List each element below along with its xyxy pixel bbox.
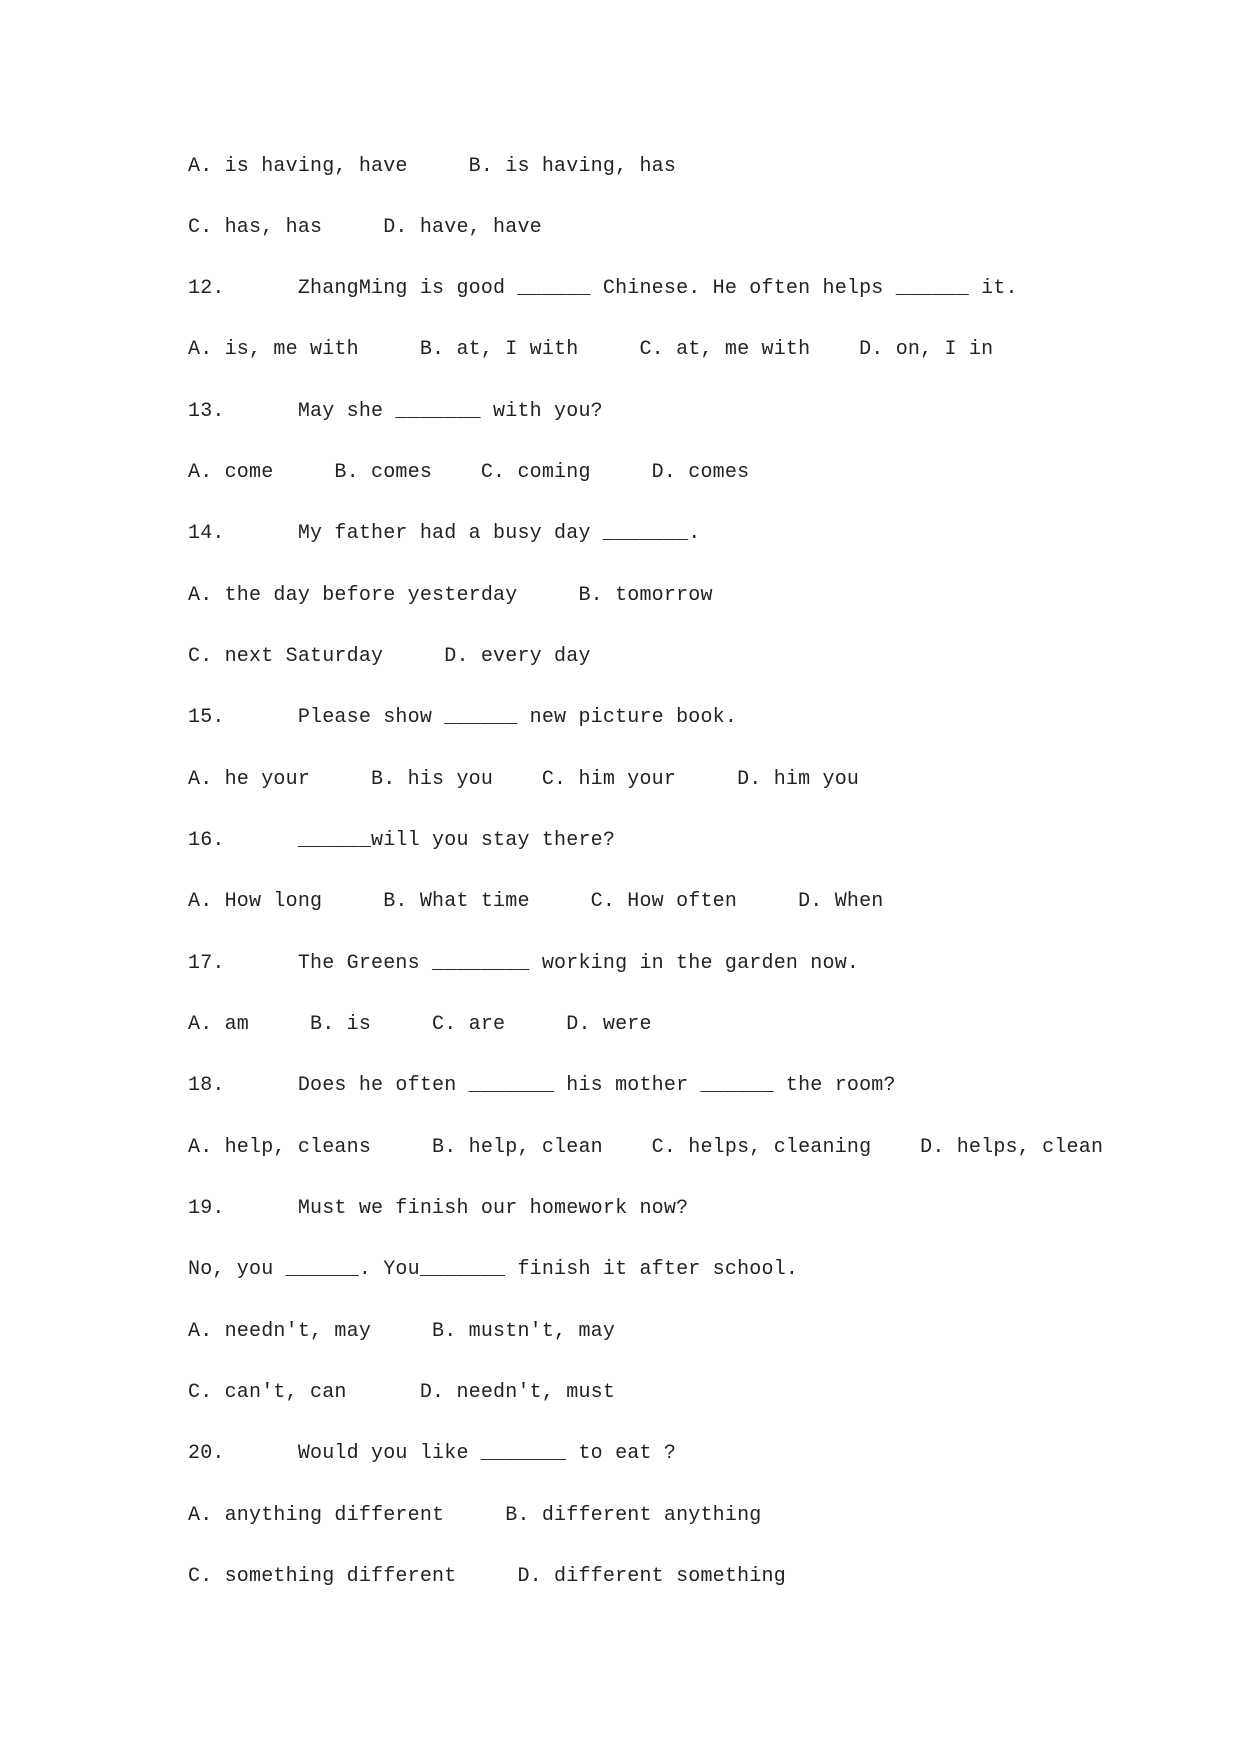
q14-options-cd: C. next Saturday D. every day [188,645,591,668]
q12-question: 12. ZhangMing is good ______ Chinese. He often helps ______ it. [188,277,1018,300]
q19-question: 19. Must we finish our homework now? [188,1197,689,1220]
q19-options-ab: A. needn't, may B. mustn't, may [188,1320,616,1343]
q19-options-cd: C. can't, can D. needn't, must [188,1381,616,1404]
q14-question: 14. My father had a busy day _______. [188,522,701,545]
q20-options-ab: A. anything different B. different anything [188,1504,762,1527]
q20-question: 20. Would you like _______ to eat ? [188,1442,677,1465]
q16-question: 16. ______will you stay there? [188,829,616,852]
q18-question: 18. Does he often _______ his mother ______ the room? [188,1074,896,1097]
q17-question: 17. The Greens ________ working in the garden now. [188,952,860,975]
q13-question: 13. May she _______ with you? [188,400,603,423]
q12-options: A. is, me with B. at, I with C. at, me with D. on, I in [188,338,994,361]
q15-question: 15. Please show ______ new picture book. [188,706,738,729]
q18-options: A. help, cleans B. help, clean C. helps, cleaning D. helps, clean [188,1136,1104,1159]
q17-options: A. am B. is C. are D. were [188,1013,652,1036]
q19-answer-prompt: No, you ______. You_______ finish it after school. [188,1258,799,1281]
q15-options: A. he your B. his you C. him your D. him you [188,768,860,791]
q11-options-ab: A. is having, have B. is having, has [188,155,677,178]
q11-options-cd: C. has, has D. have, have [188,216,542,239]
q20-options-cd: C. something different D. different something [188,1565,786,1588]
q16-options: A. How long B. What time C. How often D. When [188,890,884,913]
q13-options: A. come B. comes C. coming D. comes [188,461,750,484]
q14-options-ab: A. the day before yesterday B. tomorrow [188,584,713,607]
